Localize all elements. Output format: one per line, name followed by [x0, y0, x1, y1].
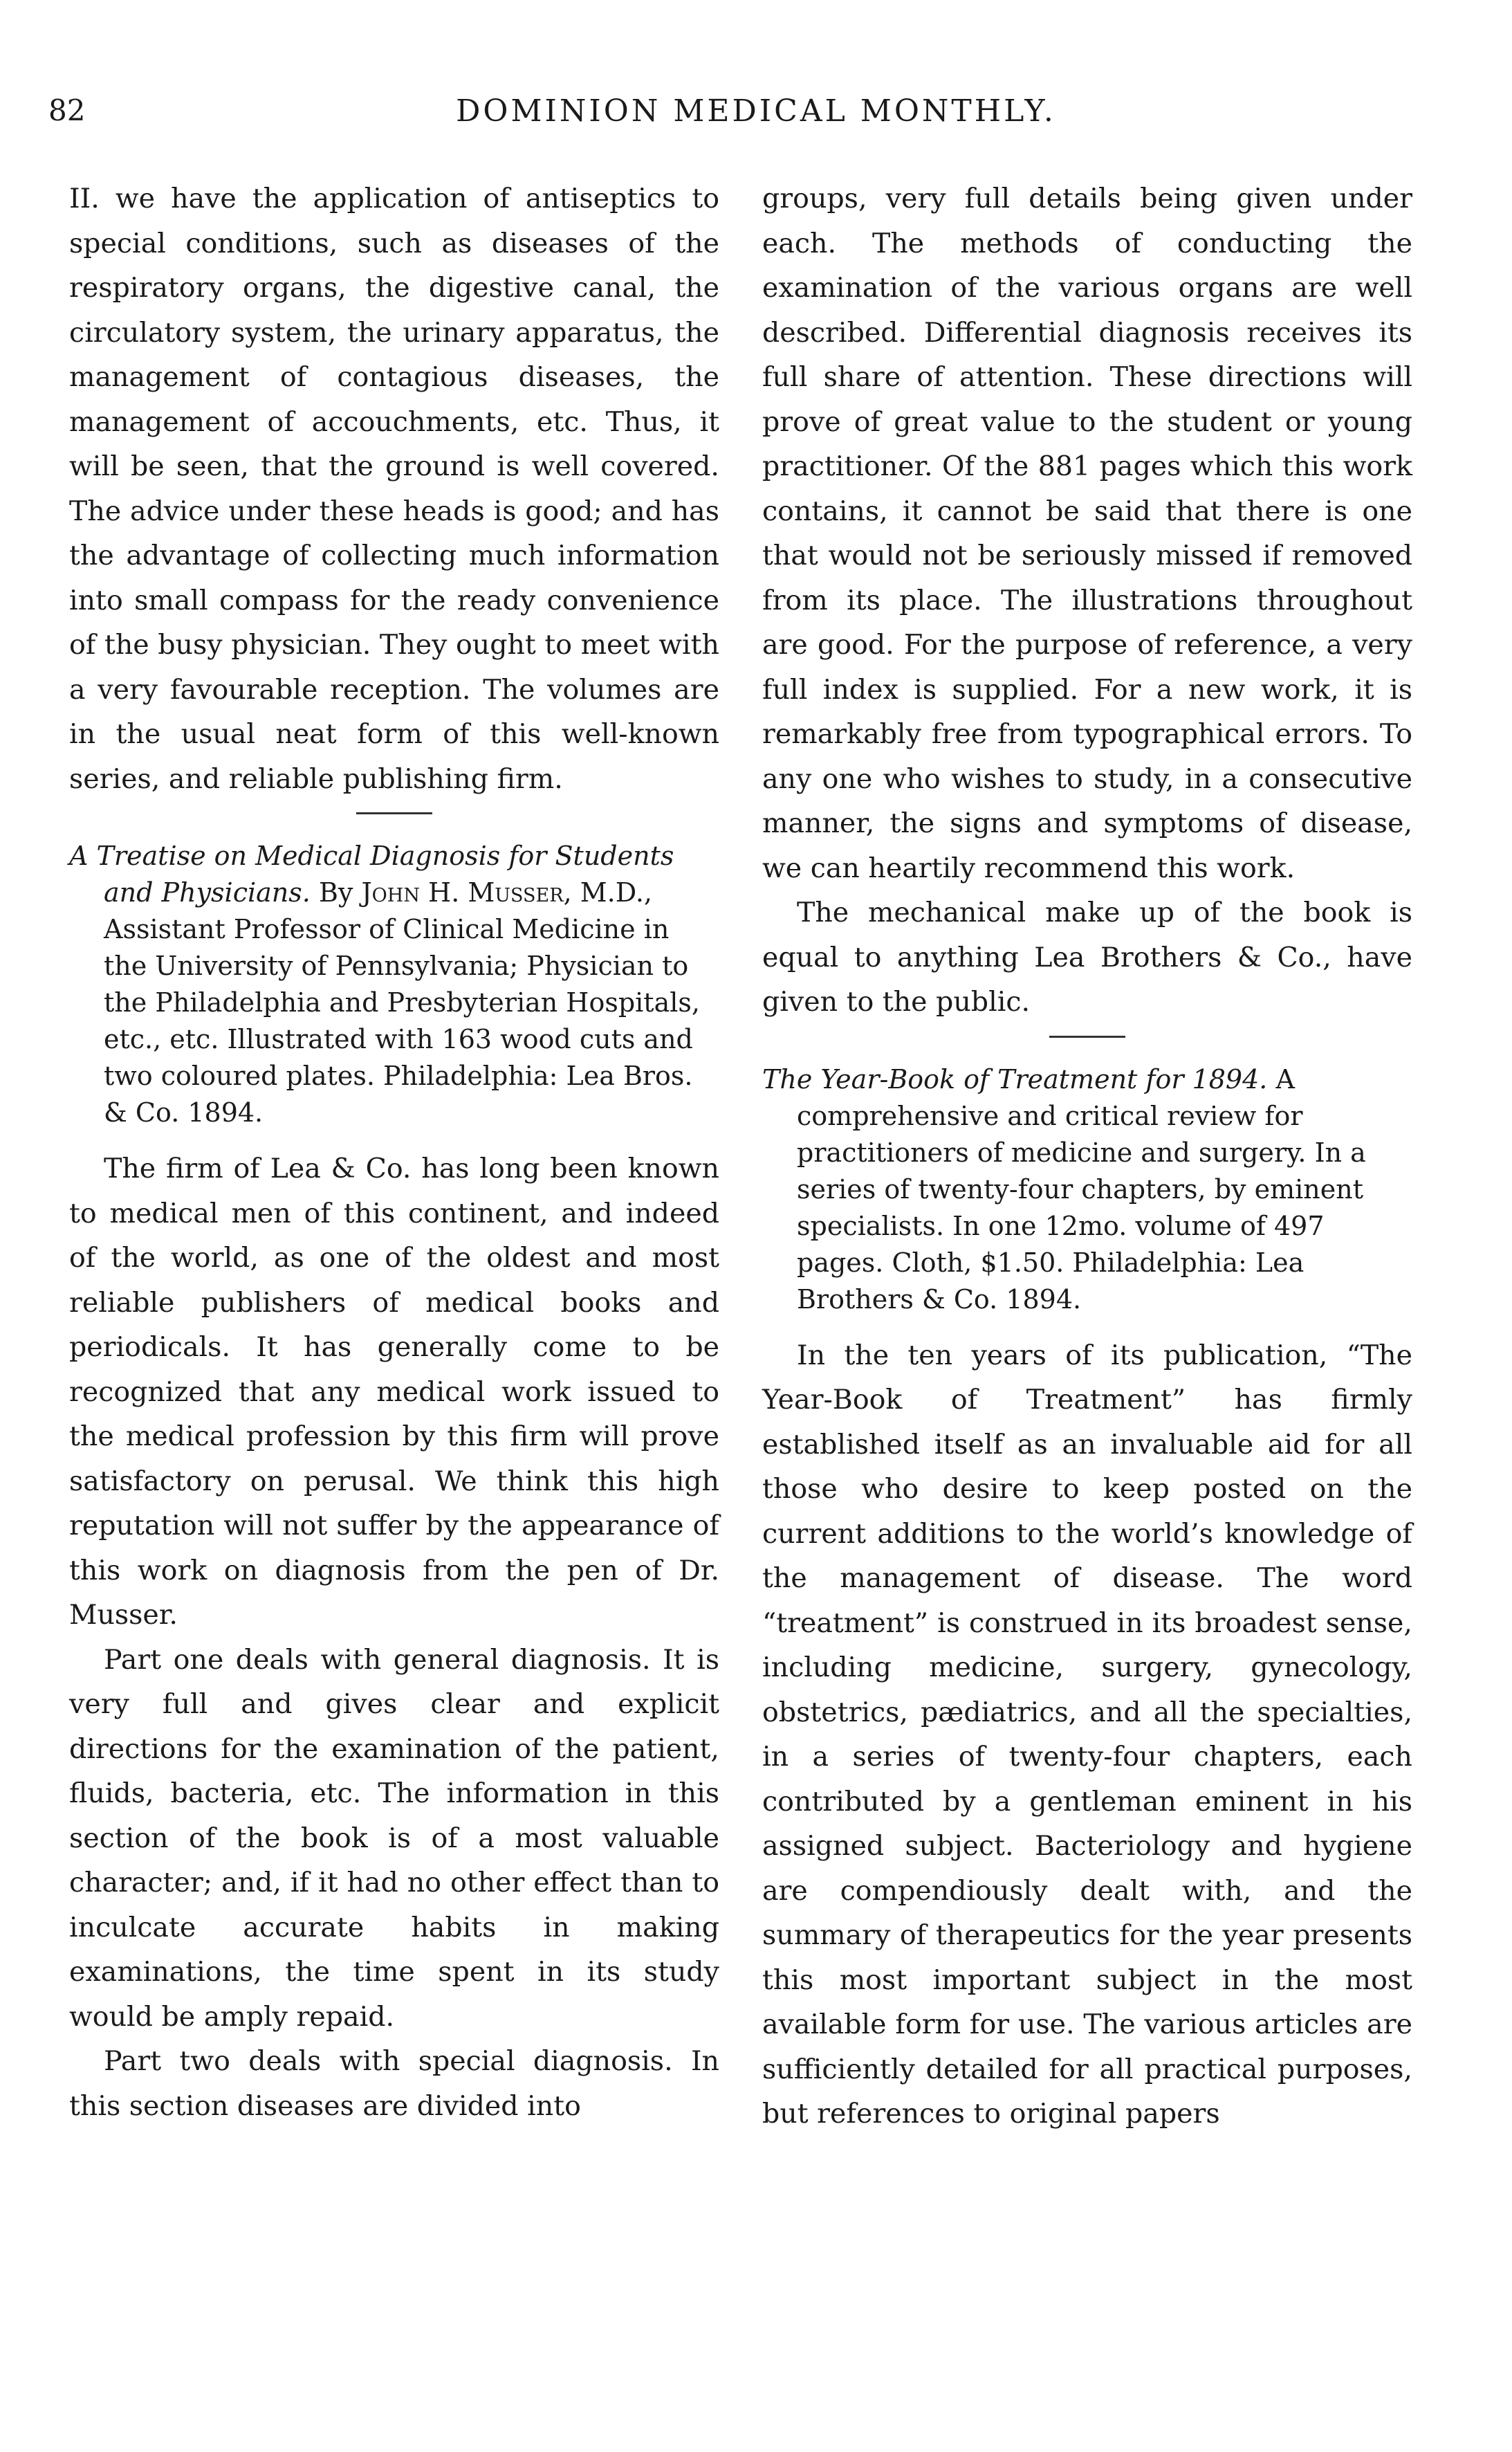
paragraph: Part two deals with special diagnosis. In this section diseases are divided into	[69, 2045, 719, 2122]
paragraph: II. we have the application of antiseptics to special conditions, such as diseases of the respiratory organs, the digestive canal, the circulatory system, the urinary apparatus, the management of contagious diseases, the management of accouchments, etc. Thus, it will be seen, that the ground is well covered. The advice under these heads is good; and has the advantage of collecting much information into small compass for the ready convenience of the busy physician. They ought to meet with a very favourable reception. The volumes are in the usual neat form of this well-known series, and reliable publishing firm.	[69, 183, 719, 795]
section-divider	[1049, 1036, 1125, 1038]
section-divider	[356, 812, 432, 814]
paragraph: The mechanical make up of the book is equal to anything Lea Brothers & Co., have given to the public.	[762, 897, 1412, 1018]
review-heading	[762, 1061, 1412, 1318]
review-details: , M.D., Assistant Professor of Clinical Medicine in the University of Pennsylvania; Physician to the Philadelphia and Presbyterian Hospitals, etc., etc. Illustrated with 163 wood cuts and two coloured plates. Philadelphia: Lea Bros. & Co. 1894.	[104, 877, 700, 1128]
paragraph: Part one deals with general diagnosis. It is very full and gives clear and explicit directions for the examination of the patient, fluids, bacteria, etc. The information in this section of the book is of a most valuable character; and, if it had no other effect than to inculcate accurate habits in making examinations, the time spent in its study would be amply repaid.	[69, 1643, 719, 2033]
page-header	[0, 93, 1512, 135]
review-book-title: The Year-Book of Treatment for 1894.	[762, 1063, 1268, 1095]
paragraph: groups, very full details being given under each. The methods of conducting the examination of the various organs are well described. Differential diagnosis receives its full share of attention. These directions will prove of great value to the student or young practitioner. Of the 881 pages which this work contains, it cannot be said that there is one that would not be seriously missed if removed from its place. The illustrations throughout are good. For the purpose of reference, a very full index is supplied. For a new work, it is remarkably free from typographical errors. To any one who wishes to study, in a consecutive manner, the signs and symptoms of disease, we can heartily recommend this work.	[762, 183, 1412, 884]
left-column	[69, 176, 719, 2128]
review-details: A comprehensive and critical review for practitioners of medicine and surgery. In a series of twenty-four chapters, by eminent specialists. In one 12mo. volume of 497 pages. Cloth, $1.50. Philadelphia: Lea Brothers & Co. 1894.	[797, 1063, 1366, 1315]
page-number: 82	[48, 93, 86, 127]
paragraph: In the ten years of its publication, “The Year-Book of Treatment” has firmly established itself as an invaluable aid for all those who desire to keep posted on the current additions to the world’s knowledge of the management of disease. The word “treatment” is construed in its broadest sense, including medicine, surgery, gynecology, obstetrics, pædiatrics, and all the specialties, in a series of twenty-four chapters, each contributed by a gentleman eminent in his assigned subject. Bacteriology and hygiene are compendiously dealt with, and the summary of therapeutics for the year presents this most important subject in the most available form for use. The various articles are sufficiently detailed for all practical purposes, but references to original papers	[762, 1339, 1412, 2130]
review-heading	[69, 838, 719, 1131]
review-by: By	[318, 877, 353, 908]
right-column	[762, 176, 1412, 2137]
running-title: DOMINION MEDICAL MONTHLY.	[456, 93, 1056, 129]
review-book-title: A Treatise on Medical Diagnosis for Students and Physicians.	[69, 841, 674, 908]
paragraph: The firm of Lea & Co. has long been known to medical men of this continent, and indeed of the world, as one of the oldest and most reliable publishers of medical books and periodicals. It has generally come to be recognized that any medical work issued to the medical profession by this firm will prove satisfactory on perusal. We think this high reputation will not suffer by the appearance of this work on diagnosis from the pen of Dr. Musser.	[69, 1153, 719, 1631]
review-author: John H. Musser	[361, 877, 564, 908]
